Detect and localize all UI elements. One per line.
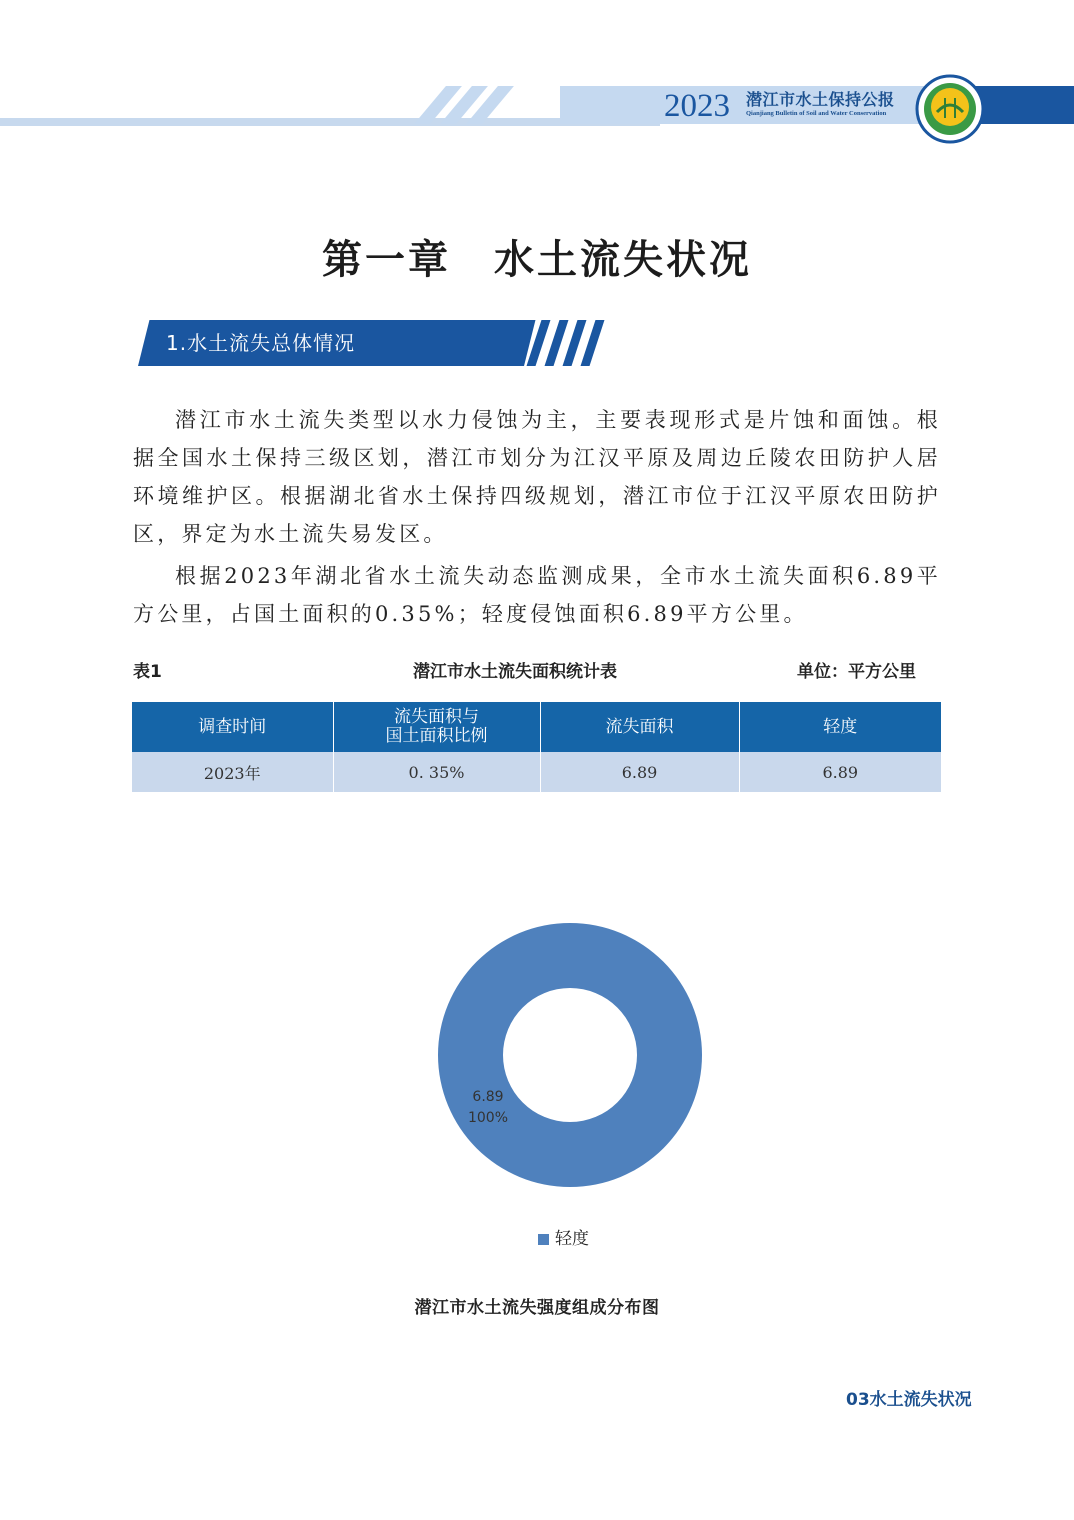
table-header-line: 国土面积比例 bbox=[385, 726, 488, 746]
table-cell: 6.89 bbox=[739, 752, 941, 792]
paragraph: 根据2023年湖北省水土流失动态监测成果，全市水土流失面积6.89平方公里，占国土面积的0.35%；轻度侵蚀面积6.89平方公里。 bbox=[133, 564, 941, 626]
legend-label: 轻度 bbox=[555, 1229, 589, 1249]
table-header-cell: 流失面积 bbox=[540, 702, 739, 752]
slice-percent-label: 100% bbox=[467, 1110, 509, 1126]
table-header-cell: 轻度 bbox=[739, 702, 941, 752]
table-cell: 0. 35% bbox=[333, 752, 540, 792]
chart-caption: 潜江市水土流失强度组成分布图 bbox=[414, 1298, 660, 1318]
table-header-cell: 调查时间 bbox=[132, 702, 333, 752]
slice-value-label: 6.89 bbox=[472, 1089, 504, 1105]
table-header-row bbox=[132, 702, 941, 752]
table-label: 表1 bbox=[133, 662, 162, 682]
header-title: 潜江市水土保持公报 bbox=[746, 90, 895, 109]
header-year: 2023 bbox=[664, 88, 730, 124]
donut-chart bbox=[420, 905, 720, 1205]
paragraph: 潜江市水土流失类型以水力侵蚀为主，主要表现形式是片蚀和面蚀。根据全国水土保持三级区划，潜江市划分为江汉平原及周边丘陵农田防护人居环境维护区。根据湖北省水土保持四级规划，潜江市位于江汉平原农田防护区，界定为水土流失易发区。 bbox=[133, 408, 941, 546]
header-dark-band bbox=[975, 86, 1074, 124]
table-row bbox=[132, 752, 941, 792]
section-title: 1.水土流失总体情况 bbox=[166, 331, 356, 355]
table-title: 潜江市水土流失面积统计表 bbox=[413, 662, 617, 682]
page-footer: 03水土流失状况 bbox=[846, 1390, 972, 1410]
header-subtitle: Qianjiang Bulletin of Soil and Water Conservation bbox=[746, 110, 887, 117]
table-header-line: 流失面积与 bbox=[394, 707, 479, 727]
table-unit: 单位：平方公里 bbox=[797, 662, 916, 682]
table-cell: 2023年 bbox=[132, 752, 333, 792]
table-cell: 6.89 bbox=[540, 752, 739, 792]
donut-slice-轻度 bbox=[438, 923, 702, 1187]
table-header-cell bbox=[333, 702, 540, 752]
chapter-title: 第一章 水土流失状况 bbox=[322, 236, 752, 283]
statistics-table bbox=[132, 702, 941, 792]
chart-legend bbox=[538, 1228, 589, 1250]
soil-water-logo bbox=[915, 74, 985, 144]
legend-swatch bbox=[538, 1234, 549, 1245]
